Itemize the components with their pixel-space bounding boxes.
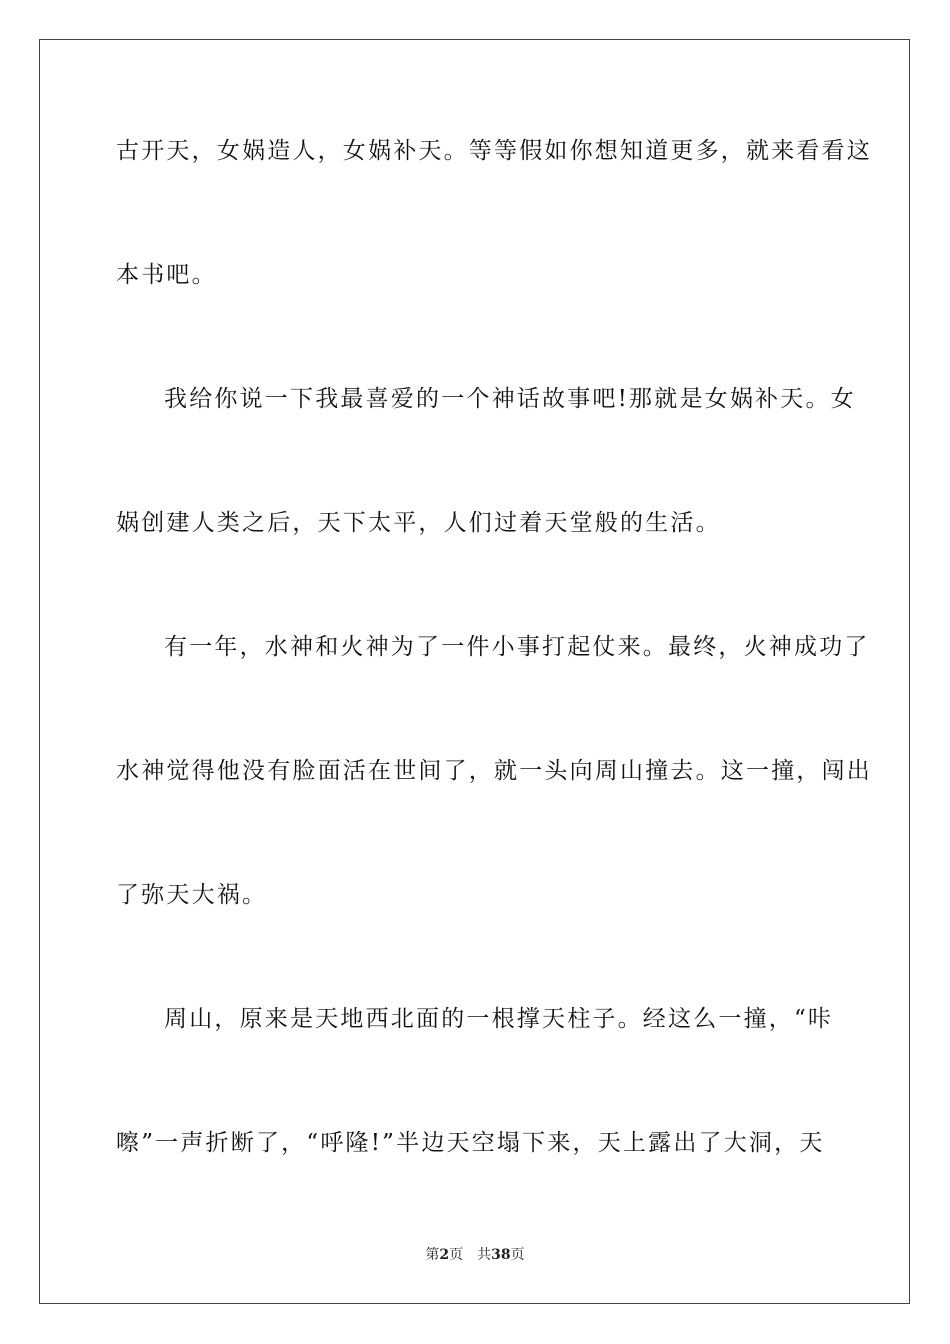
text-line-5: 有一年，水神和火神为了一件小事打起仗来。最终，火神成功了 [164,634,870,660]
total-prefix: 共 [477,1247,492,1263]
text-line-9: 嚓”一声折断了，“呼隆!”半边天空塌下来，天上露出了大洞，天 [116,1130,825,1156]
total-pages: 38 [491,1247,511,1263]
page-border [39,39,910,1304]
text-line-2: 本书吧。 [116,262,217,288]
text-line-1: 古开天，女娲造人，女娲补天。等等假如你想知道更多，就来看看这 [116,138,872,164]
total-suffix: 页 [510,1247,525,1263]
page-footer [0,1245,950,1265]
page-prefix: 第 [425,1247,440,1263]
text-line-6: 水神觉得他没有脸面活在世间了，就一头向周山撞去。这一撞，闯出 [116,758,872,784]
text-line-3: 我给你说一下我最喜爱的一个神话故事吧!那就是女娲补天。女 [164,386,856,412]
page-number: 2 [439,1247,450,1263]
text-line-8: 周山，原来是天地西北面的一根撑天柱子。经这么一撞，“咔 [164,1006,834,1032]
page-suffix: 页 [449,1247,464,1263]
text-line-4: 娲创建人类之后，天下太平，人们过着天堂般的生活。 [116,510,721,536]
text-line-7: 了弥天大祸。 [116,882,268,908]
